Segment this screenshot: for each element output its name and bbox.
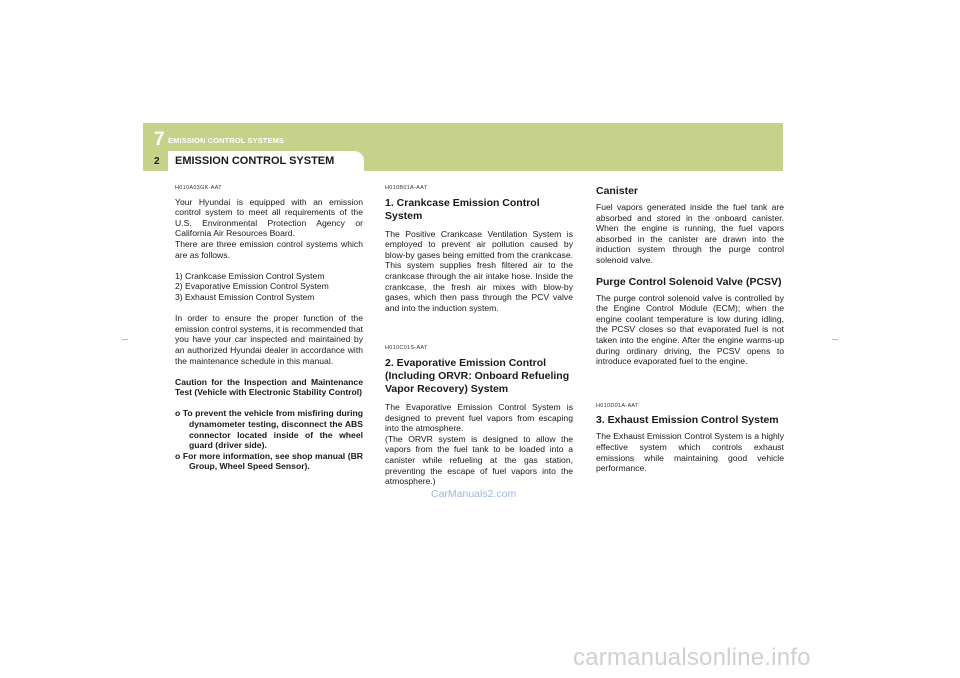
- section-title: EMISSION CONTROL SYSTEM: [175, 155, 335, 167]
- crankcase-heading: 1. Crankcase Emission Control System: [385, 196, 540, 222]
- chapter-number: 7: [154, 129, 165, 150]
- caution-bullet: o For more information, see shop manual (BR Group, Wheel Speed Sensor).: [175, 450, 363, 472]
- list-item: 2) Evaporative Emission Control System: [175, 281, 329, 292]
- column-3: [596, 185, 784, 474]
- evaporative-body: The Evaporative Emission Control System is designed to prevent fuel vapors from escaping into the atmosphere.: [385, 401, 573, 434]
- exhaust-heading: 3. Exhaust Emission Control System: [596, 414, 779, 427]
- canister-heading: Canister: [596, 185, 639, 197]
- footer-brand: carmanualsonline.info: [573, 644, 811, 671]
- section-code: H010B01A-AAT: [385, 185, 428, 191]
- caution-bullet: o To prevent the vehicle from misfiring during dynamometer testing, disconnect the ABS connector located inside of the wheel guard (driver side).: [175, 408, 363, 451]
- chapter-title: EMISSION CONTROL SYSTEMS: [168, 136, 285, 145]
- list-item: 3) Exhaust Emission Control System: [175, 291, 315, 302]
- section-code: H010A03GK-AAT: [175, 185, 222, 191]
- section-code: H010C01S-AAT: [385, 345, 428, 352]
- page-number: 2: [154, 156, 160, 167]
- intro-paragraph: Your Hyundai is equipped with an emission control system to meet all requirements of the U.S. Environmental Protection Agency or California Air Resources Board.: [175, 196, 363, 239]
- pcsv-heading: Purge Control Solenoid Valve (PCSV): [596, 275, 782, 288]
- section-code: H010D01A-AAT: [596, 402, 639, 409]
- evaporative-heading: 2. Evaporative Emission Control (Including ORVR: Onboard Refueling Vapor Recovery) System: [385, 356, 570, 395]
- exhaust-body: The Exhaust Emission Control System is a highly effective system which controls exhaust emissions while maintaining good vehicle performance.: [596, 431, 784, 474]
- orvr-body: (The ORVR system is designed to allow the vapors from the fuel tank to be loaded into a canister while refueling at the gas station, preventing the escape of fuel vapors into the atmosphere.): [385, 433, 573, 487]
- watermark-link[interactable]: CarManuals2.com: [431, 488, 517, 500]
- canister-body: Fuel vapors generated inside the fuel tank are absorbed and stored in the onboard canister. When the engine is running, the fuel vapors absorbed in the canister are drawn into the induction system through the purge control solenoid valve.: [596, 202, 784, 265]
- list-item: 1) Crankcase Emission Control System: [175, 270, 325, 281]
- crankcase-body: The Positive Crankcase Ventilation System is employed to prevent air pollution caused by blow-by gases being emitted from the crankcase. This system supplies fresh filtered air to the crankcase through the air intake hose. Inside the crankcase, the fresh air mixes with blow-by gases, which then pass through the PCV valve and into the induction system.: [385, 228, 573, 313]
- crop-mark-left: [122, 339, 128, 340]
- pcsv-body: The purge control solenoid valve is controlled by the Engine Control Module (ECM); when the engine coolant temperature is low during idling, the PCSV closes so that evaporated fuel is not taken into the engine. After the engine warms-up during ordinary driving, the PCSV opens to introduce evaporated fuel to the engine.: [596, 292, 784, 367]
- crop-mark-right: [832, 339, 838, 340]
- maintenance-paragraph: In order to ensure the proper function of the emission control systems, it is recommended that you have your car inspected and maintained by an authorized Hyundai dealer in accordance with the maintenance schedule in this manual.: [175, 313, 363, 366]
- column-1: [175, 183, 363, 472]
- intro-paragraph-2: There are three emission control systems which are as follows.: [175, 238, 363, 260]
- column-2: [385, 183, 573, 487]
- caution-title: Caution for the Inspection and Maintenance Test (Vehicle with Electronic Stability Control): [175, 376, 363, 398]
